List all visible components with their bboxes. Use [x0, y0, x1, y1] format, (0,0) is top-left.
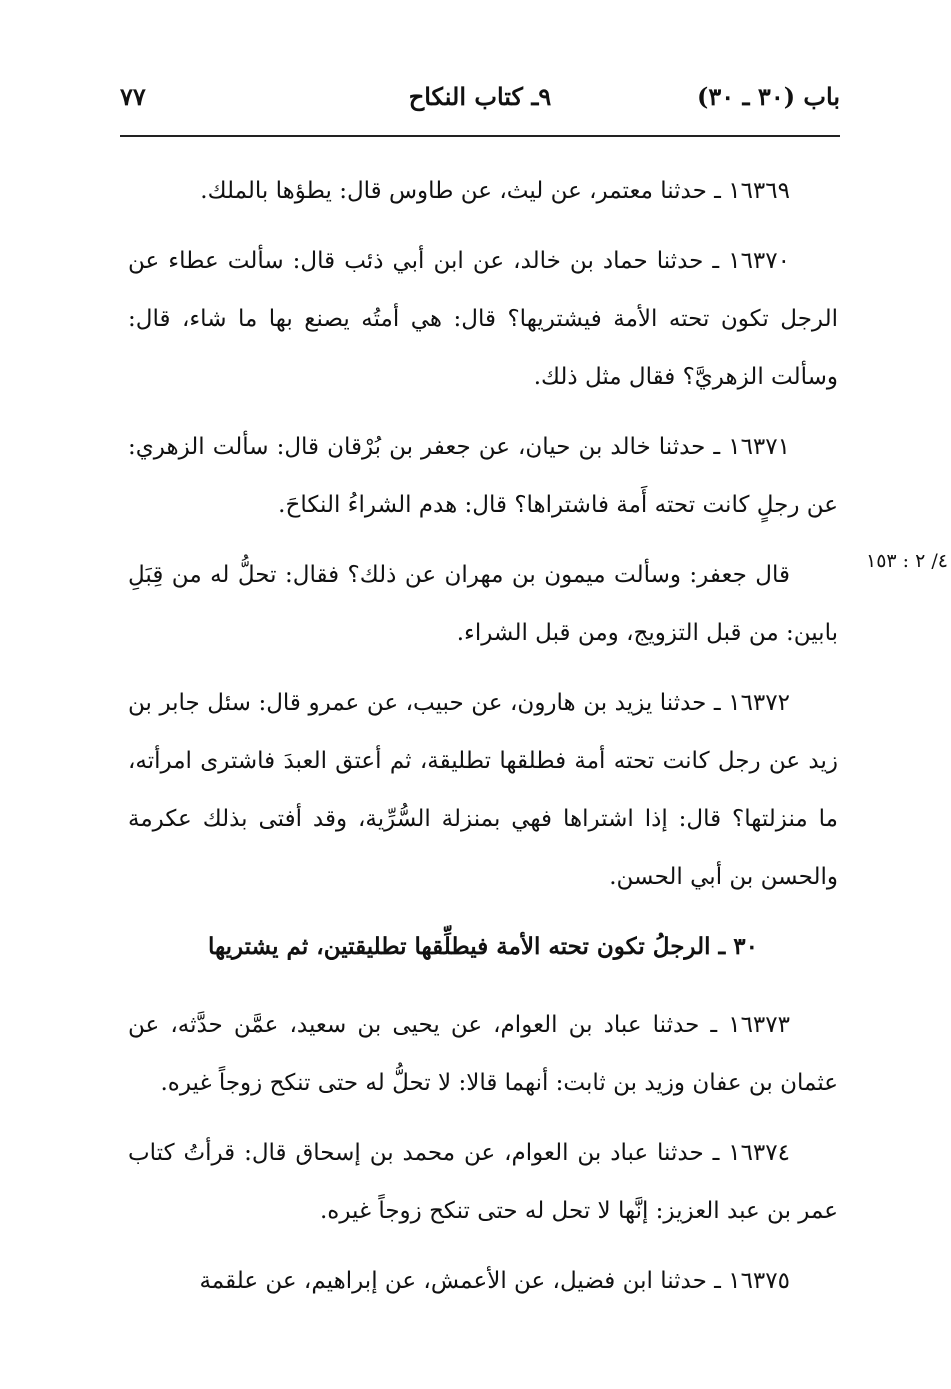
header-divider [120, 135, 840, 137]
page-body [128, 162, 838, 1322]
book-title: ٩ـ كتاب النكاح [408, 82, 552, 111]
hadith-16371: ١٦٣٧١ ـ حدثنا خالد بن حيان، عن جعفر بن بُرْقان قال: سألت الزهري: عن رجلٍ كانت تحته أَمة فاشتراها؟ قال: هدم الشراءُ النكاحَ. [128, 434, 838, 518]
margin-reference: ٤/ ٢ : ١٥٣ [866, 550, 948, 572]
chapter-range: باب (٣٠ ـ ٣٠) [697, 82, 840, 111]
hadith-16375: ١٦٣٧٥ ـ حدثنا ابن فضيل، عن الأعمش، عن إبراهيم، عن علقمة [199, 1268, 790, 1294]
hadith-16369: ١٦٣٦٩ ـ حدثنا معتمر، عن ليث، عن طاوس قال: يطؤها بالملك. [200, 178, 790, 204]
hadith-16374: ١٦٣٧٤ ـ حدثنا عباد بن العوام، عن محمد بن إسحاق قال: قرأتُ كتاب عمر بن عبد العزيز: إنَّها لا تحل له حتى تنكح زوجاً غيره. [128, 1140, 838, 1224]
hadith-16371-continuation: قال جعفر: وسألت ميمون بن مهران عن ذلك؟ فقال: تحلُّ له من قِبَلِ بابين: من قبل التزويج، ومن قبل الشراء. [128, 562, 838, 646]
hadith-16372: ١٦٣٧٢ ـ حدثنا يزيد بن هارون، عن حبيب، عن عمرو قال: سئل جابر بن زيد عن رجل كانت تحته أمة فطلقها تطليقة، ثم أعتق العبدَ فاشترى امرأته، ما منزلتها؟ قال: إذا اشتراها فهي بمنزلة السُّرِّية، وقد أفتى بذلك عكرمة والحسن بن أبي الحسن. [128, 690, 838, 890]
hadith-16373: ١٦٣٧٣ ـ حدثنا عباد بن العوام، عن يحيى بن سعيد، عمَّن حدَّثه، عن عثمان بن عفان وزيد بن ثابت: أنهما قالا: لا تحلُّ له حتى تنكح زوجاً غيره. [128, 1012, 838, 1096]
hadith-16370: ١٦٣٧٠ ـ حدثنا حماد بن خالد، عن ابن أبي ذئب قال: سألت عطاء عن الرجل تكون تحته الأمة فيشتريها؟ قال: هي أمتُه يصنع بها ما شاء، قال: وسألت الزهريَّ؟ فقال مثل ذلك. [128, 248, 838, 390]
section-heading: ٣٠ ـ الرجلُ تكون تحته الأمة فيطلِّقها تطليقتين، ثم يشتريها [207, 933, 758, 960]
page-header [120, 82, 840, 122]
page-number: ٧٧ [120, 82, 146, 111]
